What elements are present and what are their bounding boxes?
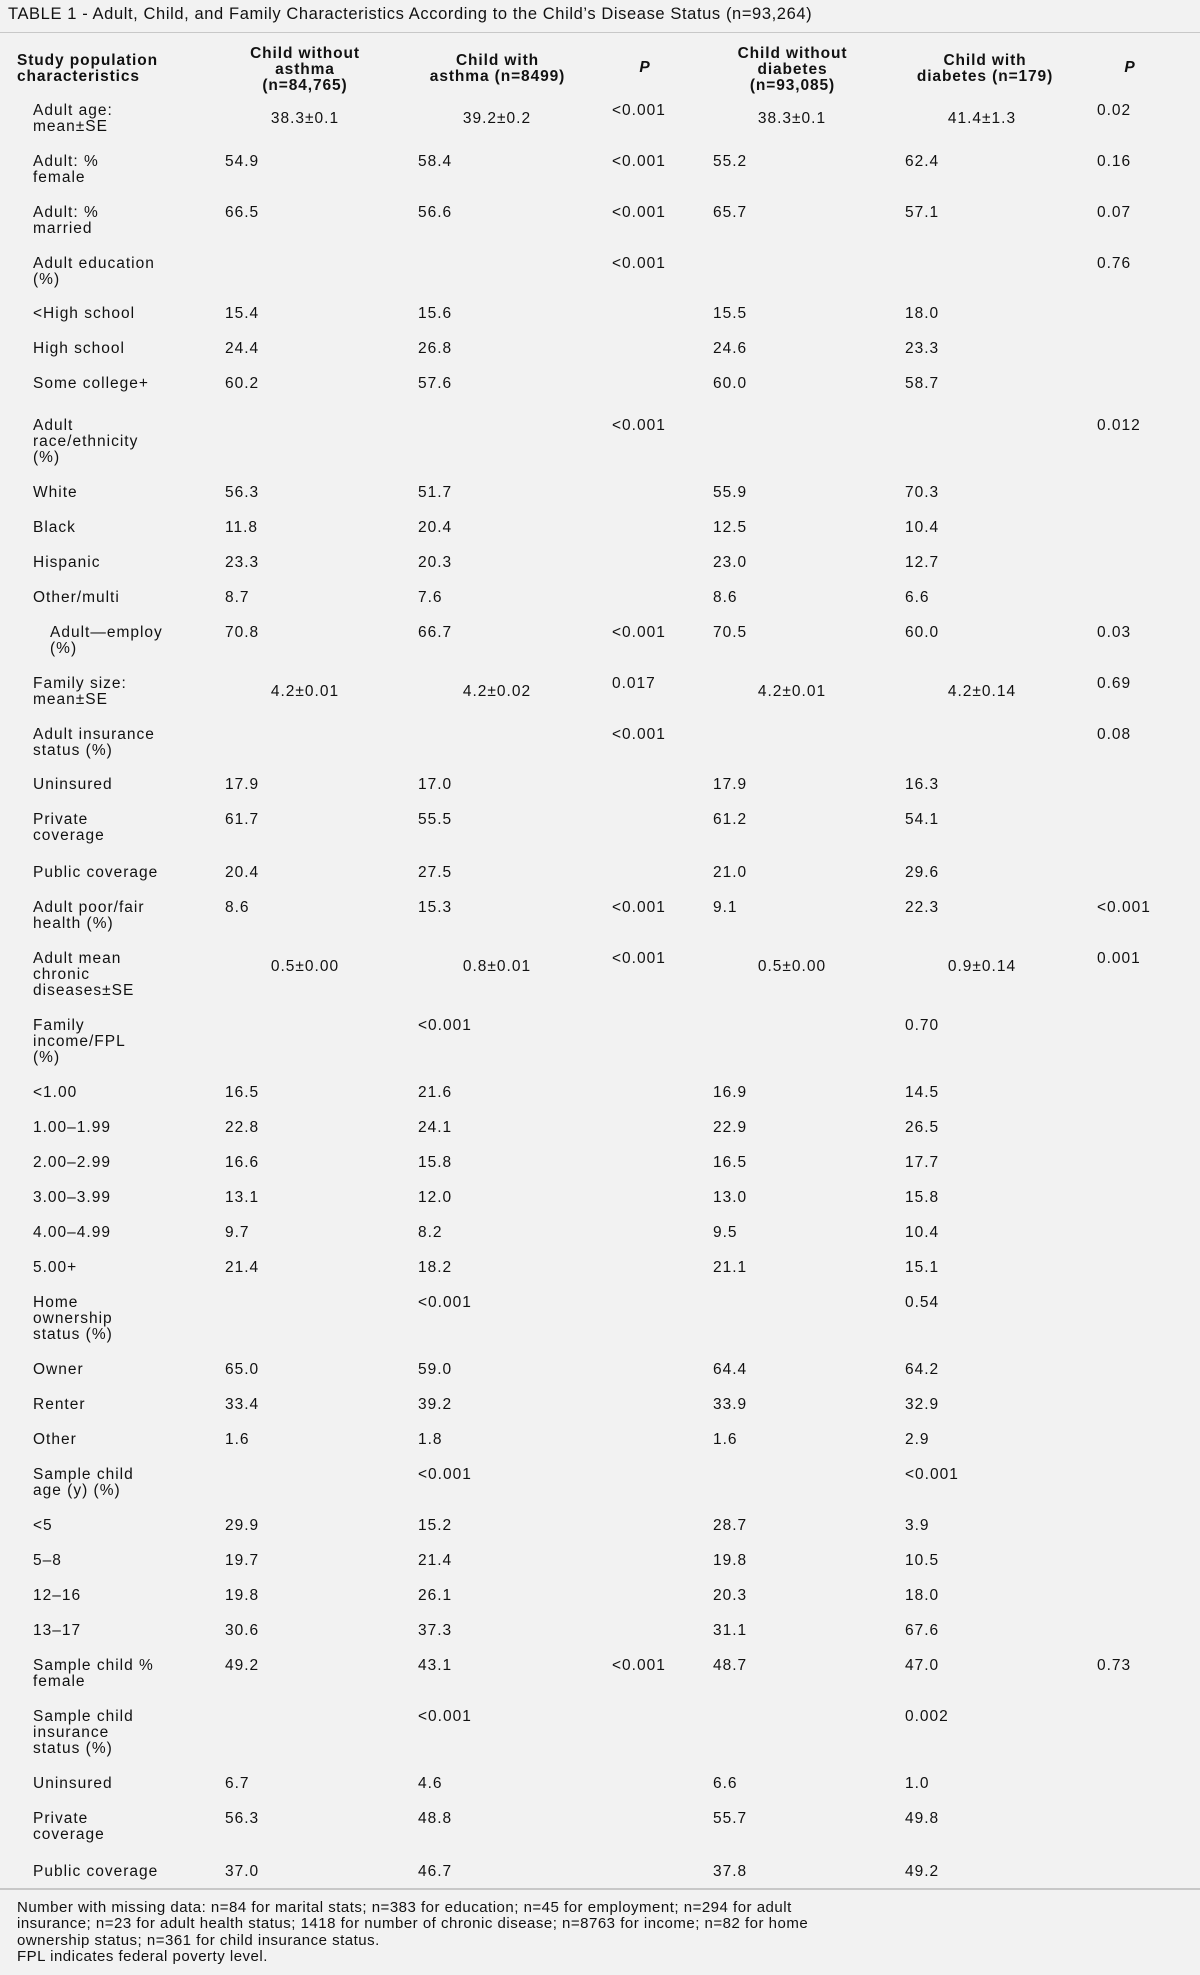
cell-c3: 64.4 [713, 1361, 748, 1378]
cell-c4: 41.4±1.3 [947, 110, 1017, 127]
cell-c2: 55.5 [418, 811, 453, 828]
row-label-line: mean±SE [33, 691, 108, 708]
cell-c2: 20.4 [418, 519, 453, 536]
cell-c3: 61.2 [713, 811, 748, 828]
cell-p2: 0.73 [1097, 1657, 1132, 1674]
row-label-line: 1.00–1.99 [33, 1119, 111, 1136]
row-label-line: coverage [33, 827, 105, 844]
row-label [33, 1225, 208, 1241]
cell-c4: 64.2 [905, 1361, 940, 1378]
row-label [33, 1190, 208, 1206]
cell-c3: 60.0 [713, 375, 748, 392]
row-label [33, 777, 208, 793]
cell-c2: 56.6 [418, 204, 453, 221]
cell-p1: <0.001 [612, 255, 666, 272]
cell-c2: 59.0 [418, 1361, 453, 1378]
cell-c2: 15.2 [418, 1517, 453, 1534]
row-label-line: status (%) [33, 1740, 113, 1757]
cell-c4: 0.002 [905, 1708, 949, 1725]
header-line: Child with [455, 52, 540, 69]
row-label [33, 865, 208, 881]
cell-c1: 30.6 [225, 1622, 260, 1639]
cell-c4: 2.9 [905, 1431, 930, 1448]
row-label-line: 3.00–3.99 [33, 1189, 111, 1206]
row-label-line: Adult: % [33, 204, 99, 221]
cell-c4: 16.3 [905, 776, 940, 793]
row-label-line: status (%) [33, 1326, 113, 1343]
cell-c2: 57.6 [418, 375, 453, 392]
row-label [33, 1085, 208, 1101]
footnote-line: FPL indicates federal poverty level. [17, 1947, 268, 1965]
row-label-line: 13–17 [33, 1622, 82, 1639]
cell-c3: 19.8 [713, 1552, 748, 1569]
cell-c2: 24.1 [418, 1119, 453, 1136]
cell-c4: 58.7 [905, 375, 940, 392]
row-label-line: race/ethnicity [33, 433, 139, 450]
footnote-line: insurance; n=23 for adult health status; 1418 for number of chronic disease; n=8763 for income; n=82 for home [17, 1915, 809, 1933]
cell-p2: 0.69 [1097, 675, 1132, 692]
cell-c3: 24.6 [713, 340, 748, 357]
cell-c1: 16.5 [225, 1084, 260, 1101]
cell-c2: 4.2±0.02 [462, 683, 532, 700]
cell-c4: 67.6 [905, 1622, 940, 1639]
row-label-line: chronic [33, 966, 90, 983]
cell-c4: 70.3 [905, 484, 940, 501]
row-label-line: female [33, 1673, 86, 1690]
cell-c1: 9.7 [225, 1224, 250, 1241]
cell-c3: 20.3 [713, 1587, 748, 1604]
cell-p2: 0.02 [1097, 102, 1132, 119]
cell-p2: 0.012 [1097, 417, 1141, 434]
row-label [33, 205, 208, 237]
row-label-line: married [33, 220, 93, 237]
cell-c4: 1.0 [905, 1775, 930, 1792]
cell-c2: 1.8 [418, 1431, 443, 1448]
cell-c4: 62.4 [905, 153, 940, 170]
row-label-line: 5.00+ [33, 1259, 78, 1276]
row-label-line: Adult mean [33, 950, 122, 967]
cell-c2: 21.6 [418, 1084, 453, 1101]
cell-p1: <0.001 [612, 950, 666, 967]
row-label-line: (%) [50, 640, 78, 657]
header-p-diabetes: P [1124, 59, 1136, 76]
cell-c3: 22.9 [713, 1119, 748, 1136]
row-label [33, 1658, 208, 1690]
row-label-line: Adult poor/fair [33, 899, 145, 916]
cell-c2: 26.8 [418, 340, 453, 357]
cell-c1: 22.8 [225, 1119, 260, 1136]
cell-c3: 23.0 [713, 554, 748, 571]
row-label-line: ownership [33, 1310, 113, 1327]
cell-c1: 37.0 [225, 1863, 260, 1880]
cell-c2: 15.6 [418, 305, 453, 322]
cell-c1: 24.4 [225, 340, 260, 357]
cell-c2: 20.3 [418, 554, 453, 571]
footnote-line: ownership status; n=361 for child insurance status. [17, 1931, 380, 1949]
row-label-line: age (y) (%) [33, 1482, 121, 1499]
cell-c3: 16.5 [713, 1154, 748, 1171]
cell-p2: 0.08 [1097, 726, 1132, 743]
row-label [33, 676, 208, 708]
row-label-line: 4.00–4.99 [33, 1224, 111, 1241]
header-child-with-asthma [400, 53, 595, 85]
row-label-line: Adult—employ [50, 624, 163, 641]
row-label [33, 1260, 208, 1276]
cell-c3: 65.7 [713, 204, 748, 221]
header-line: Child without [737, 45, 848, 62]
cell-c3: 55.9 [713, 484, 748, 501]
row-label-line: income/FPL [33, 1033, 126, 1050]
cell-c4: 14.5 [905, 1084, 940, 1101]
cell-c2: 39.2±0.2 [462, 110, 532, 127]
row-label-line: White [33, 484, 78, 501]
cell-p1: <0.001 [612, 204, 666, 221]
cell-c2: 12.0 [418, 1189, 453, 1206]
header-line: Study population [17, 52, 158, 69]
cell-c3: 70.5 [713, 624, 748, 641]
cell-c1: 8.6 [225, 899, 250, 916]
cell-c4: 6.6 [905, 589, 930, 606]
row-label [33, 418, 208, 466]
cell-p1: <0.001 [612, 153, 666, 170]
header-line: Child without [250, 45, 360, 62]
cell-c1: 49.2 [225, 1657, 260, 1674]
cell-c2: 37.3 [418, 1622, 453, 1639]
cell-c2: <0.001 [418, 1708, 472, 1725]
cell-c1: 16.6 [225, 1154, 260, 1171]
cell-c1: 20.4 [225, 864, 260, 881]
row-label-line: Adult [33, 417, 74, 434]
cell-c2: 66.7 [418, 624, 453, 641]
cell-c3: 37.8 [713, 1863, 748, 1880]
cell-c4: 60.0 [905, 624, 940, 641]
row-label-line: coverage [33, 1826, 105, 1843]
cell-c3: 9.5 [713, 1224, 738, 1241]
cell-c1: 8.7 [225, 589, 250, 606]
row-label-line: Adult age: [33, 102, 113, 119]
row-label [50, 625, 225, 657]
cell-c3: 21.0 [713, 864, 748, 881]
row-label-line: Other [33, 1431, 77, 1448]
table-caption: TABLE 1 - Adult, Child, and Family Characteristics According to the Child’s Disease Status (n=93,264) [8, 5, 813, 23]
cell-c4: 23.3 [905, 340, 940, 357]
cell-p2: <0.001 [1097, 899, 1151, 916]
row-label [33, 1155, 208, 1171]
row-label-line: Uninsured [33, 1775, 113, 1792]
cell-c2: 39.2 [418, 1396, 453, 1413]
row-label-line: Public coverage [33, 864, 159, 881]
cell-c1: 56.3 [225, 1810, 260, 1827]
cell-p1: <0.001 [612, 102, 666, 119]
row-label [33, 103, 208, 135]
cell-c3: 21.1 [713, 1259, 748, 1276]
table-footnotes [17, 1900, 1177, 1965]
row-label [33, 341, 208, 357]
cell-c1: 17.9 [225, 776, 260, 793]
header-line: (n=84,765) [262, 77, 348, 94]
row-label [33, 1362, 208, 1378]
cell-c4: 0.54 [905, 1294, 940, 1311]
row-label-line: Private [33, 1810, 89, 1827]
cell-c1: 56.3 [225, 484, 260, 501]
cell-c3: 8.6 [713, 589, 738, 606]
cell-c1: 33.4 [225, 1396, 260, 1413]
cell-c2: 15.8 [418, 1154, 453, 1171]
header-line: asthma (n=8499) [429, 68, 566, 85]
row-label-line: Sample child [33, 1466, 134, 1483]
row-label [33, 590, 208, 606]
cell-c4: 10.4 [905, 1224, 940, 1241]
cell-c4: 32.9 [905, 1396, 940, 1413]
row-label [33, 1397, 208, 1413]
cell-p2: 0.07 [1097, 204, 1132, 221]
row-label-line: Adult education [33, 255, 155, 272]
row-label [33, 951, 208, 999]
cell-c2: 4.6 [418, 1775, 443, 1792]
cell-c1: 21.4 [225, 1259, 260, 1276]
cell-c2: <0.001 [418, 1017, 472, 1034]
footnote-line: Number with missing data: n=84 for marital stats; n=383 for education; n=45 for employment; n=294 for adult [17, 1899, 792, 1916]
cell-c3: 38.3±0.1 [757, 110, 827, 127]
row-label-line: health (%) [33, 915, 114, 932]
row-label [33, 812, 208, 844]
row-label-line: High school [33, 340, 125, 357]
row-label [33, 1709, 208, 1757]
row-label-line: status (%) [33, 742, 113, 759]
row-label [33, 1518, 208, 1534]
row-label-line: Some college+ [33, 375, 149, 392]
row-label-line: Renter [33, 1396, 86, 1413]
cell-c4: 3.9 [905, 1517, 930, 1534]
header-line: (n=93,085) [749, 77, 836, 94]
header-line: Child with [943, 52, 1027, 69]
row-label-line: 5–8 [33, 1552, 62, 1569]
row-label [33, 727, 208, 759]
footnote-divider [0, 1888, 1200, 1890]
cell-c4: 54.1 [905, 811, 940, 828]
cell-c4: 26.5 [905, 1119, 940, 1136]
row-label [33, 1018, 208, 1066]
cell-c3: 28.7 [713, 1517, 748, 1534]
cell-c3: 55.2 [713, 153, 748, 170]
header-line: characteristics [17, 68, 140, 85]
row-label-line: Black [33, 519, 76, 536]
row-label [33, 154, 208, 186]
cell-c3: 13.0 [713, 1189, 748, 1206]
cell-c4: 12.7 [905, 554, 940, 571]
row-label [33, 485, 208, 501]
cell-c1: 19.7 [225, 1552, 260, 1569]
cell-c4: 17.7 [905, 1154, 940, 1171]
cell-p1: <0.001 [612, 624, 666, 641]
cell-p2: 0.76 [1097, 255, 1132, 272]
cell-c4: 47.0 [905, 1657, 940, 1674]
row-label-line: <1.00 [33, 1084, 78, 1101]
cell-c4: 29.6 [905, 864, 940, 881]
row-label-line: Adult insurance [33, 726, 155, 743]
cell-c4: 22.3 [905, 899, 940, 916]
row-label [33, 1776, 208, 1792]
cell-p1: <0.001 [612, 726, 666, 743]
cell-c1: 38.3±0.1 [270, 110, 340, 127]
cell-c2: 15.3 [418, 899, 453, 916]
cell-p1: <0.001 [612, 899, 666, 916]
row-label-line: Owner [33, 1361, 84, 1378]
cell-c2: 0.8±0.01 [462, 958, 532, 975]
row-label [33, 520, 208, 536]
row-label-line: <High school [33, 305, 136, 322]
row-label-line: Adult: % [33, 153, 99, 170]
cell-c3: 48.7 [713, 1657, 748, 1674]
cell-c1: 70.8 [225, 624, 260, 641]
cell-c4: 18.0 [905, 305, 940, 322]
cell-c3: 1.6 [713, 1431, 738, 1448]
cell-c1: 1.6 [225, 1431, 250, 1448]
header-child-with-diabetes [885, 53, 1085, 85]
cell-c2: 26.1 [418, 1587, 453, 1604]
cell-c3: 33.9 [713, 1396, 748, 1413]
cell-p1: <0.001 [612, 1657, 666, 1674]
cell-c4: 0.70 [905, 1017, 940, 1034]
row-label [33, 555, 208, 571]
row-label [33, 1432, 208, 1448]
row-label [33, 1467, 208, 1499]
cell-c3: 55.7 [713, 1810, 748, 1827]
cell-c1: 4.2±0.01 [270, 683, 340, 700]
row-label-line: Family [33, 1017, 85, 1034]
cell-c2: 18.2 [418, 1259, 453, 1276]
row-label-line: 12–16 [33, 1587, 82, 1604]
cell-c2: 21.4 [418, 1552, 453, 1569]
header-line: diabetes (n=179) [916, 68, 1054, 85]
row-label [33, 900, 208, 932]
cell-p2: 0.03 [1097, 624, 1132, 641]
cell-c1: 23.3 [225, 554, 260, 571]
cell-c3: 15.5 [713, 305, 748, 322]
cell-c4: 10.5 [905, 1552, 940, 1569]
row-label-line: Home [33, 1294, 79, 1311]
row-label [33, 1588, 208, 1604]
header-child-without-diabetes [700, 46, 885, 94]
header-line: asthma [275, 61, 335, 78]
row-label [33, 1811, 208, 1843]
cell-c4: 15.1 [905, 1259, 940, 1276]
cell-c3: 12.5 [713, 519, 748, 536]
row-label-line: (%) [33, 1049, 61, 1066]
cell-c2: 51.7 [418, 484, 453, 501]
cell-c4: 18.0 [905, 1587, 940, 1604]
cell-c3: 9.1 [713, 899, 738, 916]
cell-c2: 27.5 [418, 864, 453, 881]
cell-c1: 11.8 [225, 519, 259, 536]
cell-c1: 29.9 [225, 1517, 260, 1534]
cell-c4: 49.8 [905, 1810, 940, 1827]
header-child-without-asthma [215, 46, 395, 94]
cell-c1: 19.8 [225, 1587, 260, 1604]
cell-c4: 15.8 [905, 1189, 940, 1206]
cell-c1: 0.5±0.00 [270, 958, 340, 975]
row-label-line: Uninsured [33, 776, 113, 793]
row-label-line: female [33, 169, 86, 186]
row-label-line: 2.00–2.99 [33, 1154, 111, 1171]
row-label-line: Sample child [33, 1708, 134, 1725]
cell-c4: 57.1 [905, 204, 940, 221]
cell-p2: 0.16 [1097, 153, 1132, 170]
cell-c1: 6.7 [225, 1775, 250, 1792]
cell-p2: 0.001 [1097, 950, 1141, 967]
row-label-line: Hispanic [33, 554, 101, 571]
row-label-line: (%) [33, 271, 61, 288]
row-label [33, 1553, 208, 1569]
row-label [33, 256, 208, 288]
row-label [33, 1295, 208, 1343]
cell-c3: 17.9 [713, 776, 748, 793]
cell-c2: <0.001 [418, 1466, 472, 1483]
cell-c2: 43.1 [418, 1657, 453, 1674]
header-study-population [17, 53, 217, 85]
row-label-line: diseases±SE [33, 982, 135, 999]
cell-c3: 16.9 [713, 1084, 748, 1101]
row-label [33, 1120, 208, 1136]
cell-c2: 8.2 [418, 1224, 443, 1241]
row-label-line: mean±SE [33, 118, 108, 135]
cell-c1: 54.9 [225, 153, 260, 170]
cell-c2: 7.6 [418, 589, 443, 606]
row-label-line: Family size: [33, 675, 127, 692]
cell-c3: 4.2±0.01 [757, 683, 827, 700]
cell-c4: <0.001 [905, 1466, 959, 1483]
cell-c4: 4.2±0.14 [947, 683, 1017, 700]
cell-c1: 66.5 [225, 204, 260, 221]
cell-p1: 0.017 [612, 675, 656, 692]
caption-divider [0, 32, 1200, 33]
cell-c1: 13.1 [225, 1189, 260, 1206]
row-label [33, 1864, 208, 1880]
cell-c2: <0.001 [418, 1294, 472, 1311]
row-label [33, 1623, 208, 1639]
cell-c4: 0.9±0.14 [947, 958, 1017, 975]
cell-c4: 49.2 [905, 1863, 940, 1880]
row-label-line: Sample child % [33, 1657, 154, 1674]
row-label-line: Private [33, 811, 89, 828]
row-label-line: Other/multi [33, 589, 120, 606]
row-label-line: insurance [33, 1724, 110, 1741]
row-label-line: (%) [33, 449, 61, 466]
row-label [33, 306, 208, 322]
cell-c2: 58.4 [418, 153, 453, 170]
header-p-asthma: P [639, 59, 651, 76]
cell-c3: 31.1 [713, 1622, 748, 1639]
row-label [33, 376, 208, 392]
cell-c1: 65.0 [225, 1361, 260, 1378]
cell-c2: 46.7 [418, 1863, 453, 1880]
cell-c1: 60.2 [225, 375, 260, 392]
cell-c4: 10.4 [905, 519, 940, 536]
cell-c1: 15.4 [225, 305, 260, 322]
cell-c2: 17.0 [418, 776, 453, 793]
cell-c3: 0.5±0.00 [757, 958, 827, 975]
row-label-line: Public coverage [33, 1863, 159, 1880]
row-label-line: <5 [33, 1517, 53, 1534]
cell-c2: 48.8 [418, 1810, 453, 1827]
cell-c3: 6.6 [713, 1775, 738, 1792]
cell-p1: <0.001 [612, 417, 666, 434]
header-line: diabetes [757, 61, 828, 78]
cell-c1: 61.7 [225, 811, 260, 828]
